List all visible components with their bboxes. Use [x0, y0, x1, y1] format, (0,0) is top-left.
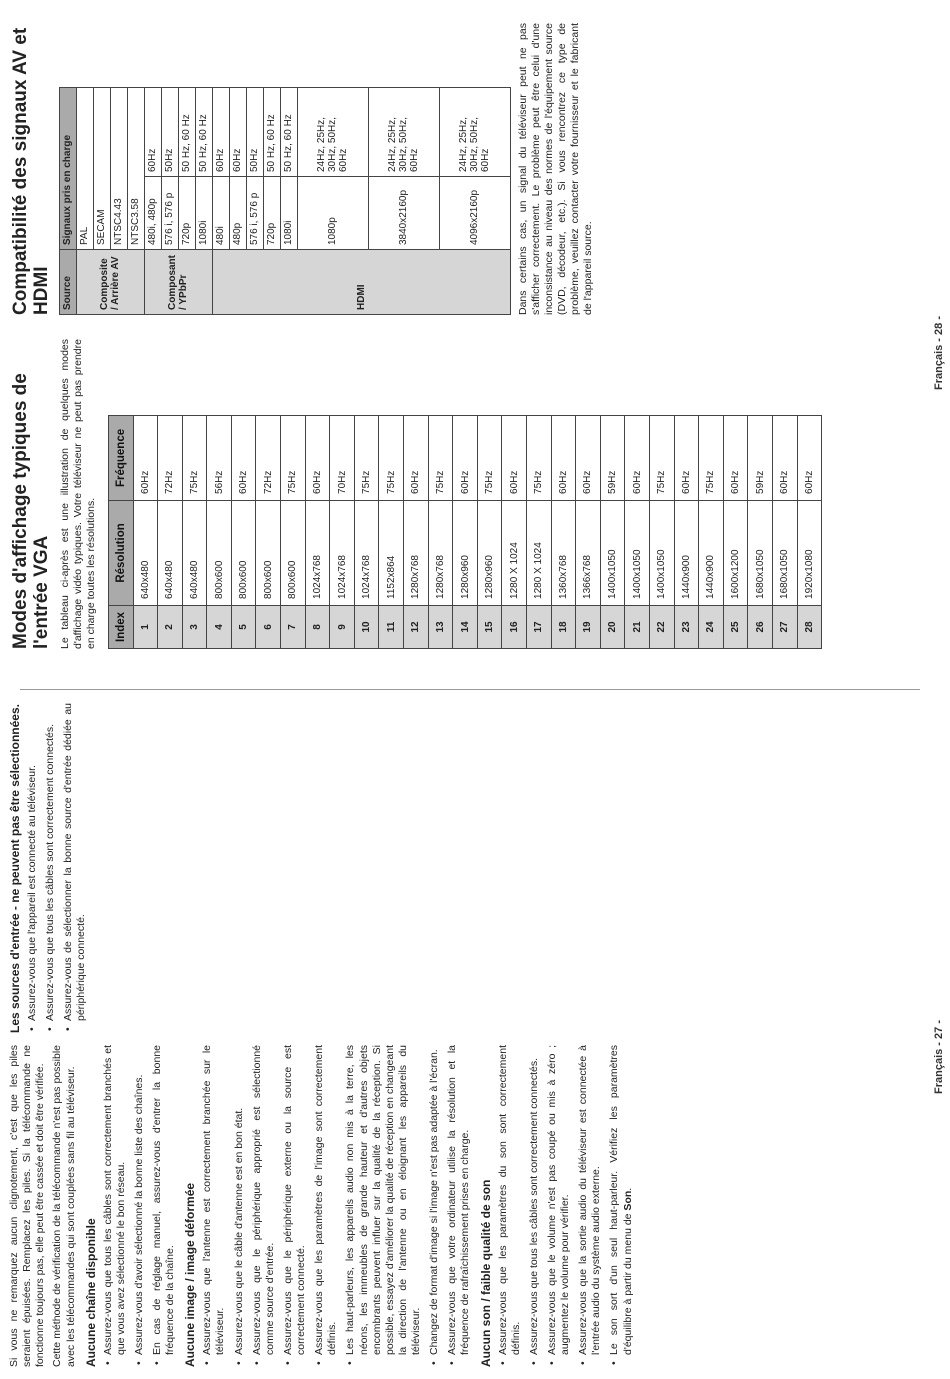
- table-row: [144, 88, 161, 315]
- balance-text-end: .: [621, 1187, 634, 1191]
- cell-index: 2: [158, 605, 183, 648]
- signal-rate: 50Hz: [161, 88, 178, 177]
- balance-text: Le son sort d'un seul haut-parleur. Vérifiez les paramètres d'équilibre à partir du menu de: [608, 1045, 634, 1355]
- signal-format: NTSC4.43: [110, 88, 127, 250]
- table-row: [748, 415, 773, 648]
- table-row: [527, 415, 552, 648]
- header-resolution: Résolution: [108, 500, 133, 605]
- input-sources-heading: Les sources d'entrée - ne peuvent pas être sélectionnées.: [8, 704, 22, 1033]
- cell-frequency: 60Hz: [502, 415, 527, 500]
- signal-rate: 60Hz: [144, 88, 161, 177]
- cell-index: 14: [453, 605, 478, 648]
- cell-resolution: 1360x768: [551, 500, 576, 605]
- table-row: [428, 415, 453, 648]
- source-hdmi: HDMI: [212, 250, 510, 315]
- no-sound-list: [497, 1045, 635, 1367]
- table-row: [551, 415, 576, 648]
- signal-rate: 60Hz: [212, 88, 229, 177]
- cell-frequency: 60Hz: [576, 415, 601, 500]
- list-item: • Assurez-vous que le câble d'antenne est en bon état.: [233, 1045, 246, 1367]
- cell-index: 5: [231, 605, 256, 648]
- list-item: • Changez de format d'image si l'image n'est pas adaptée à l'écran.: [428, 1045, 441, 1367]
- cell-index: 24: [699, 605, 724, 648]
- table-row: [305, 415, 330, 648]
- cell-frequency: 75Hz: [379, 415, 404, 500]
- table-row: [723, 415, 748, 648]
- cell-frequency: 60Hz: [797, 415, 822, 500]
- signal-rate: 50 Hz, 60 Hz: [280, 88, 297, 177]
- cell-frequency: 75Hz: [699, 415, 724, 500]
- cell-resolution: 1400x1050: [625, 500, 650, 605]
- list-item: • Assurez-vous d'avoir sélectionné la bonne liste des chaînes.: [133, 1045, 146, 1367]
- cell-resolution: 800x600: [281, 500, 306, 605]
- signal-rate: 50 Hz, 60 Hz: [263, 88, 280, 177]
- table-row: [649, 415, 674, 648]
- table-row: [207, 415, 232, 648]
- cell-resolution: 1440x900: [674, 500, 699, 605]
- cell-resolution: 1366x768: [576, 500, 601, 605]
- cell-resolution: 1280 X 1024: [502, 500, 527, 605]
- table-row: [453, 415, 478, 648]
- no-channel-list: [102, 1045, 178, 1367]
- cell-index: 19: [576, 605, 601, 648]
- signal-format: 720p: [178, 177, 195, 250]
- table-row: [133, 415, 158, 648]
- vga-title: Modes d'affichage typiques de l'entrée VGA: [10, 373, 53, 649]
- header-signals: Signaux pris en charge: [59, 88, 76, 250]
- header-frequency: Fréquence: [108, 415, 133, 500]
- signal-format: 720p: [263, 177, 280, 250]
- page27-column-2: [8, 703, 94, 1033]
- signal-rate: 24Hz, 25Hz, 30Hz, 50Hz, 60Hz: [297, 88, 368, 177]
- cell-frequency: 56Hz: [207, 415, 232, 500]
- page-number-27: Français - 27 -: [933, 1020, 945, 1094]
- list-item: • Assurez-vous que le volume n'est pas coupé ou mis à zéro ; augmentez le volume pour vérifier.: [546, 1045, 572, 1367]
- cell-frequency: 59Hz: [600, 415, 625, 500]
- cell-frequency: 75Hz: [428, 415, 453, 500]
- table-row: [600, 415, 625, 648]
- table-row: [699, 415, 724, 648]
- cell-frequency: 60Hz: [772, 415, 797, 500]
- cell-frequency: 75Hz: [477, 415, 502, 500]
- page-number-28: Français - 28 -: [933, 316, 945, 390]
- signal-format: 3840x2160p: [368, 177, 439, 250]
- table-row: [158, 415, 183, 648]
- list-item: • Assurez-vous que les paramètres du son sont correctement définis.: [497, 1045, 523, 1367]
- cell-index: 8: [305, 605, 330, 648]
- signal-rate: 50 Hz, 60 Hz: [178, 88, 195, 177]
- cell-resolution: 800x600: [207, 500, 232, 605]
- signal-format: 576 i, 576 p: [161, 177, 178, 250]
- cell-index: 7: [281, 605, 306, 648]
- cell-frequency: 70Hz: [330, 415, 355, 500]
- table-row: [212, 88, 229, 315]
- av-table-body: [76, 88, 510, 315]
- list-item: • Assurez-vous que le périphérique approprié est sélectionné comme source d'entrée.: [251, 1045, 277, 1367]
- cell-resolution: 640x480: [158, 500, 183, 605]
- signal-format: 480p: [229, 177, 246, 250]
- cell-resolution: 1400x1050: [649, 500, 674, 605]
- cell-resolution: 1600x1200: [723, 500, 748, 605]
- signal-format: 1080p: [297, 177, 368, 250]
- list-item: • Assurez-vous de sélectionner la bonne source d'entrée dédiée au périphérique connecté.: [62, 703, 88, 1033]
- no-image-heading: Aucune image / image déformée: [183, 1182, 198, 1367]
- cell-index: 13: [428, 605, 453, 648]
- source-component: Composant / YPbPr: [144, 250, 212, 315]
- cell-resolution: 1024x768: [330, 500, 355, 605]
- cell-resolution: 800x600: [231, 500, 256, 605]
- table-row: [477, 415, 502, 648]
- table-row: [379, 415, 404, 648]
- table-row: [772, 415, 797, 648]
- cell-index: 1: [133, 605, 158, 648]
- signal-rate: 50Hz: [246, 88, 263, 177]
- cell-index: 15: [477, 605, 502, 648]
- cell-frequency: 60Hz: [625, 415, 650, 500]
- no-channel-heading: Aucune chaîne disponible: [83, 1218, 98, 1367]
- cell-index: 22: [649, 605, 674, 648]
- av-table: [59, 87, 511, 315]
- cell-index: 12: [404, 605, 429, 648]
- cell-index: 17: [527, 605, 552, 648]
- cell-index: 4: [207, 605, 232, 648]
- table-header-row: [108, 415, 133, 648]
- vga-table: [108, 415, 822, 649]
- signal-format: 4096x2160p: [439, 177, 510, 250]
- table-row: [576, 415, 601, 648]
- page-27: [0, 689, 950, 1379]
- cell-index: 28: [797, 605, 822, 648]
- list-item: • Assurez-vous que tous les câbles sont correctement branchés et que vous avez sélectionné le bon réseau.: [102, 1045, 128, 1367]
- cell-frequency: 75Hz: [281, 415, 306, 500]
- vga-section: [10, 339, 822, 649]
- list-item: • Assurez-vous que votre ordinateur utilise la résolution et la fréquence de rafraîchissement prises en charge.: [446, 1045, 472, 1367]
- cell-index: 3: [182, 605, 207, 648]
- cell-resolution: 1280 X 1024: [527, 500, 552, 605]
- cell-frequency: 75Hz: [527, 415, 552, 500]
- table-row: [354, 415, 379, 648]
- cell-frequency: 60Hz: [305, 415, 330, 500]
- vga-intro: Le tableau ci-après est une illustration de quelques modes d'affichage vidéo typiques. Votre téléviseur ne peut pas prendre en charge toutes les résolutions.: [58, 339, 97, 649]
- signal-rate: 50 Hz, 60 Hz: [195, 88, 212, 177]
- list-item: • Assurez-vous que l'antenne est correctement branchée sur le téléviseur.: [201, 1045, 227, 1367]
- sound-menu-name: Son: [621, 1190, 634, 1211]
- cell-resolution: 640x480: [182, 500, 207, 605]
- table-row: [330, 415, 355, 648]
- cell-frequency: 60Hz: [453, 415, 478, 500]
- cell-index: 9: [330, 605, 355, 648]
- list-item: • En cas de réglage manuel, assurez-vous d'entrer la bonne fréquence de la chaîne.: [151, 1045, 177, 1367]
- page-divider: [20, 689, 920, 690]
- table-row: [182, 415, 207, 648]
- cell-resolution: 800x600: [256, 500, 281, 605]
- cell-index: 26: [748, 605, 773, 648]
- cell-index: 23: [674, 605, 699, 648]
- av-section: [10, 23, 605, 315]
- signal-rate: 60Hz: [229, 88, 246, 177]
- table-row: [256, 415, 281, 648]
- cell-index: 6: [256, 605, 281, 648]
- cell-resolution: 1680x1050: [772, 500, 797, 605]
- cell-index: 27: [772, 605, 797, 648]
- source-composite: Composite / Arrière AV: [76, 250, 144, 315]
- table-row: [674, 415, 699, 648]
- header-index: Index: [108, 605, 133, 648]
- signal-format: SECAM: [93, 88, 110, 250]
- cell-frequency: 60Hz: [723, 415, 748, 500]
- cell-resolution: 1024x768: [305, 500, 330, 605]
- list-item: [608, 1045, 634, 1367]
- list-item: • Assurez-vous que la sortie audio du téléviseur est connectée à l'entrée audio du système audio externe.: [577, 1045, 603, 1367]
- list-item: • Les haut-parleurs, les appareils audio non mis à la terre, les néons, les immeubles de grande hauteur et d'autres objets encombrants peuvent influer sur la qualité de la réception. Si possible, essayez d'améliorer la qualité de réception en changeant la direction de l'antenne ou en éloignant les appareils du téléviseur.: [344, 1045, 423, 1367]
- no-sound-heading: Aucun son / faible qualité de son: [478, 1179, 493, 1367]
- list-item: • Assurez-vous que tous les câbles sont correctement connectés.: [528, 1045, 541, 1367]
- cell-frequency: 60Hz: [551, 415, 576, 500]
- av-note: Dans certains cas, un signal du téléviseur peut ne pas s'afficher correctement. Le problème peut être celui d'une inconsistance au niveau des normes de l'équipement source (DVD, décodeur, etc.). Si vous rencontrez ce type de problème, veuillez contacter votre fournisseur et le fabricant de l'appareil source.: [516, 23, 595, 315]
- cell-resolution: 640x480: [133, 500, 158, 605]
- table-header-row: [59, 88, 76, 315]
- remote-check-paragraph-1: Si vous ne remarquez aucun clignotement, c'est que les piles seraient épuisées. Remplacez les piles. Si la télécommande ne fonctionne toujours pas, elle peut être cassée et doit être vérifiée.: [8, 1045, 47, 1367]
- cell-resolution: 1440x900: [699, 500, 724, 605]
- cell-resolution: 1680x1050: [748, 500, 773, 605]
- cell-frequency: 60Hz: [133, 415, 158, 500]
- table-row: [625, 415, 650, 648]
- cell-frequency: 72Hz: [158, 415, 183, 500]
- cell-resolution: 1920x1080: [797, 500, 822, 605]
- page27-column-1: [8, 1045, 640, 1367]
- table-row: [404, 415, 429, 648]
- list-item: • Assurez-vous que l'appareil est connecté au téléviseur.: [26, 703, 39, 1033]
- cell-resolution: 1280x768: [428, 500, 453, 605]
- signal-format: 480i, 480p: [144, 177, 161, 250]
- table-row: [231, 415, 256, 648]
- list-item: • Assurez-vous que les paramètres de l'image sont correctement définis.: [313, 1045, 339, 1367]
- signal-format: 480i: [212, 177, 229, 250]
- cell-frequency: 60Hz: [674, 415, 699, 500]
- header-source: Source: [59, 250, 76, 315]
- signal-format: PAL: [76, 88, 93, 250]
- cell-index: 10: [354, 605, 379, 648]
- signal-format: 1080i: [280, 177, 297, 250]
- table-row: [76, 88, 93, 315]
- cell-frequency: 72Hz: [256, 415, 281, 500]
- cell-index: 20: [600, 605, 625, 648]
- cell-frequency: 60Hz: [231, 415, 256, 500]
- cell-frequency: 75Hz: [354, 415, 379, 500]
- cell-resolution: 1024x768: [354, 500, 379, 605]
- cell-frequency: 60Hz: [404, 415, 429, 500]
- signal-rate: 24Hz, 25Hz, 30Hz, 50Hz, 60Hz: [439, 88, 510, 177]
- table-row: [797, 415, 822, 648]
- vga-table-body: [133, 415, 822, 648]
- signal-rate: 24Hz, 25Hz, 30Hz, 50Hz, 60Hz: [368, 88, 439, 177]
- cell-frequency: 75Hz: [649, 415, 674, 500]
- av-title: Compatibilité des signaux AV et HDMI: [10, 27, 53, 315]
- no-image-list: [201, 1045, 472, 1367]
- cell-resolution: 1280x768: [404, 500, 429, 605]
- table-row: [502, 415, 527, 648]
- cell-index: 16: [502, 605, 527, 648]
- cell-resolution: 1400x1050: [600, 500, 625, 605]
- cell-frequency: 75Hz: [182, 415, 207, 500]
- signal-format: 1080i: [195, 177, 212, 250]
- list-item: • Assurez-vous que tous les câbles sont correctement connectés.: [44, 703, 57, 1033]
- cell-resolution: 1280x960: [477, 500, 502, 605]
- remote-check-paragraph-2: Cette méthode de vérification de la télécommande n'est pas possible avec les télécommandes qui sont couplées sans fil au téléviseur.: [51, 1045, 77, 1367]
- cell-index: 18: [551, 605, 576, 648]
- cell-index: 25: [723, 605, 748, 648]
- table-row: [281, 415, 306, 648]
- signal-format: NTSC3.58: [127, 88, 144, 250]
- input-sources-list: [26, 703, 89, 1033]
- list-item: • Assurez-vous que le périphérique externe ou la source est correctement connecté.: [282, 1045, 308, 1367]
- cell-index: 21: [625, 605, 650, 648]
- cell-resolution: 1280x960: [453, 500, 478, 605]
- cell-resolution: 1152x864: [379, 500, 404, 605]
- cell-frequency: 59Hz: [748, 415, 773, 500]
- signal-format: 576 i, 576 p: [246, 177, 263, 250]
- cell-index: 11: [379, 605, 404, 648]
